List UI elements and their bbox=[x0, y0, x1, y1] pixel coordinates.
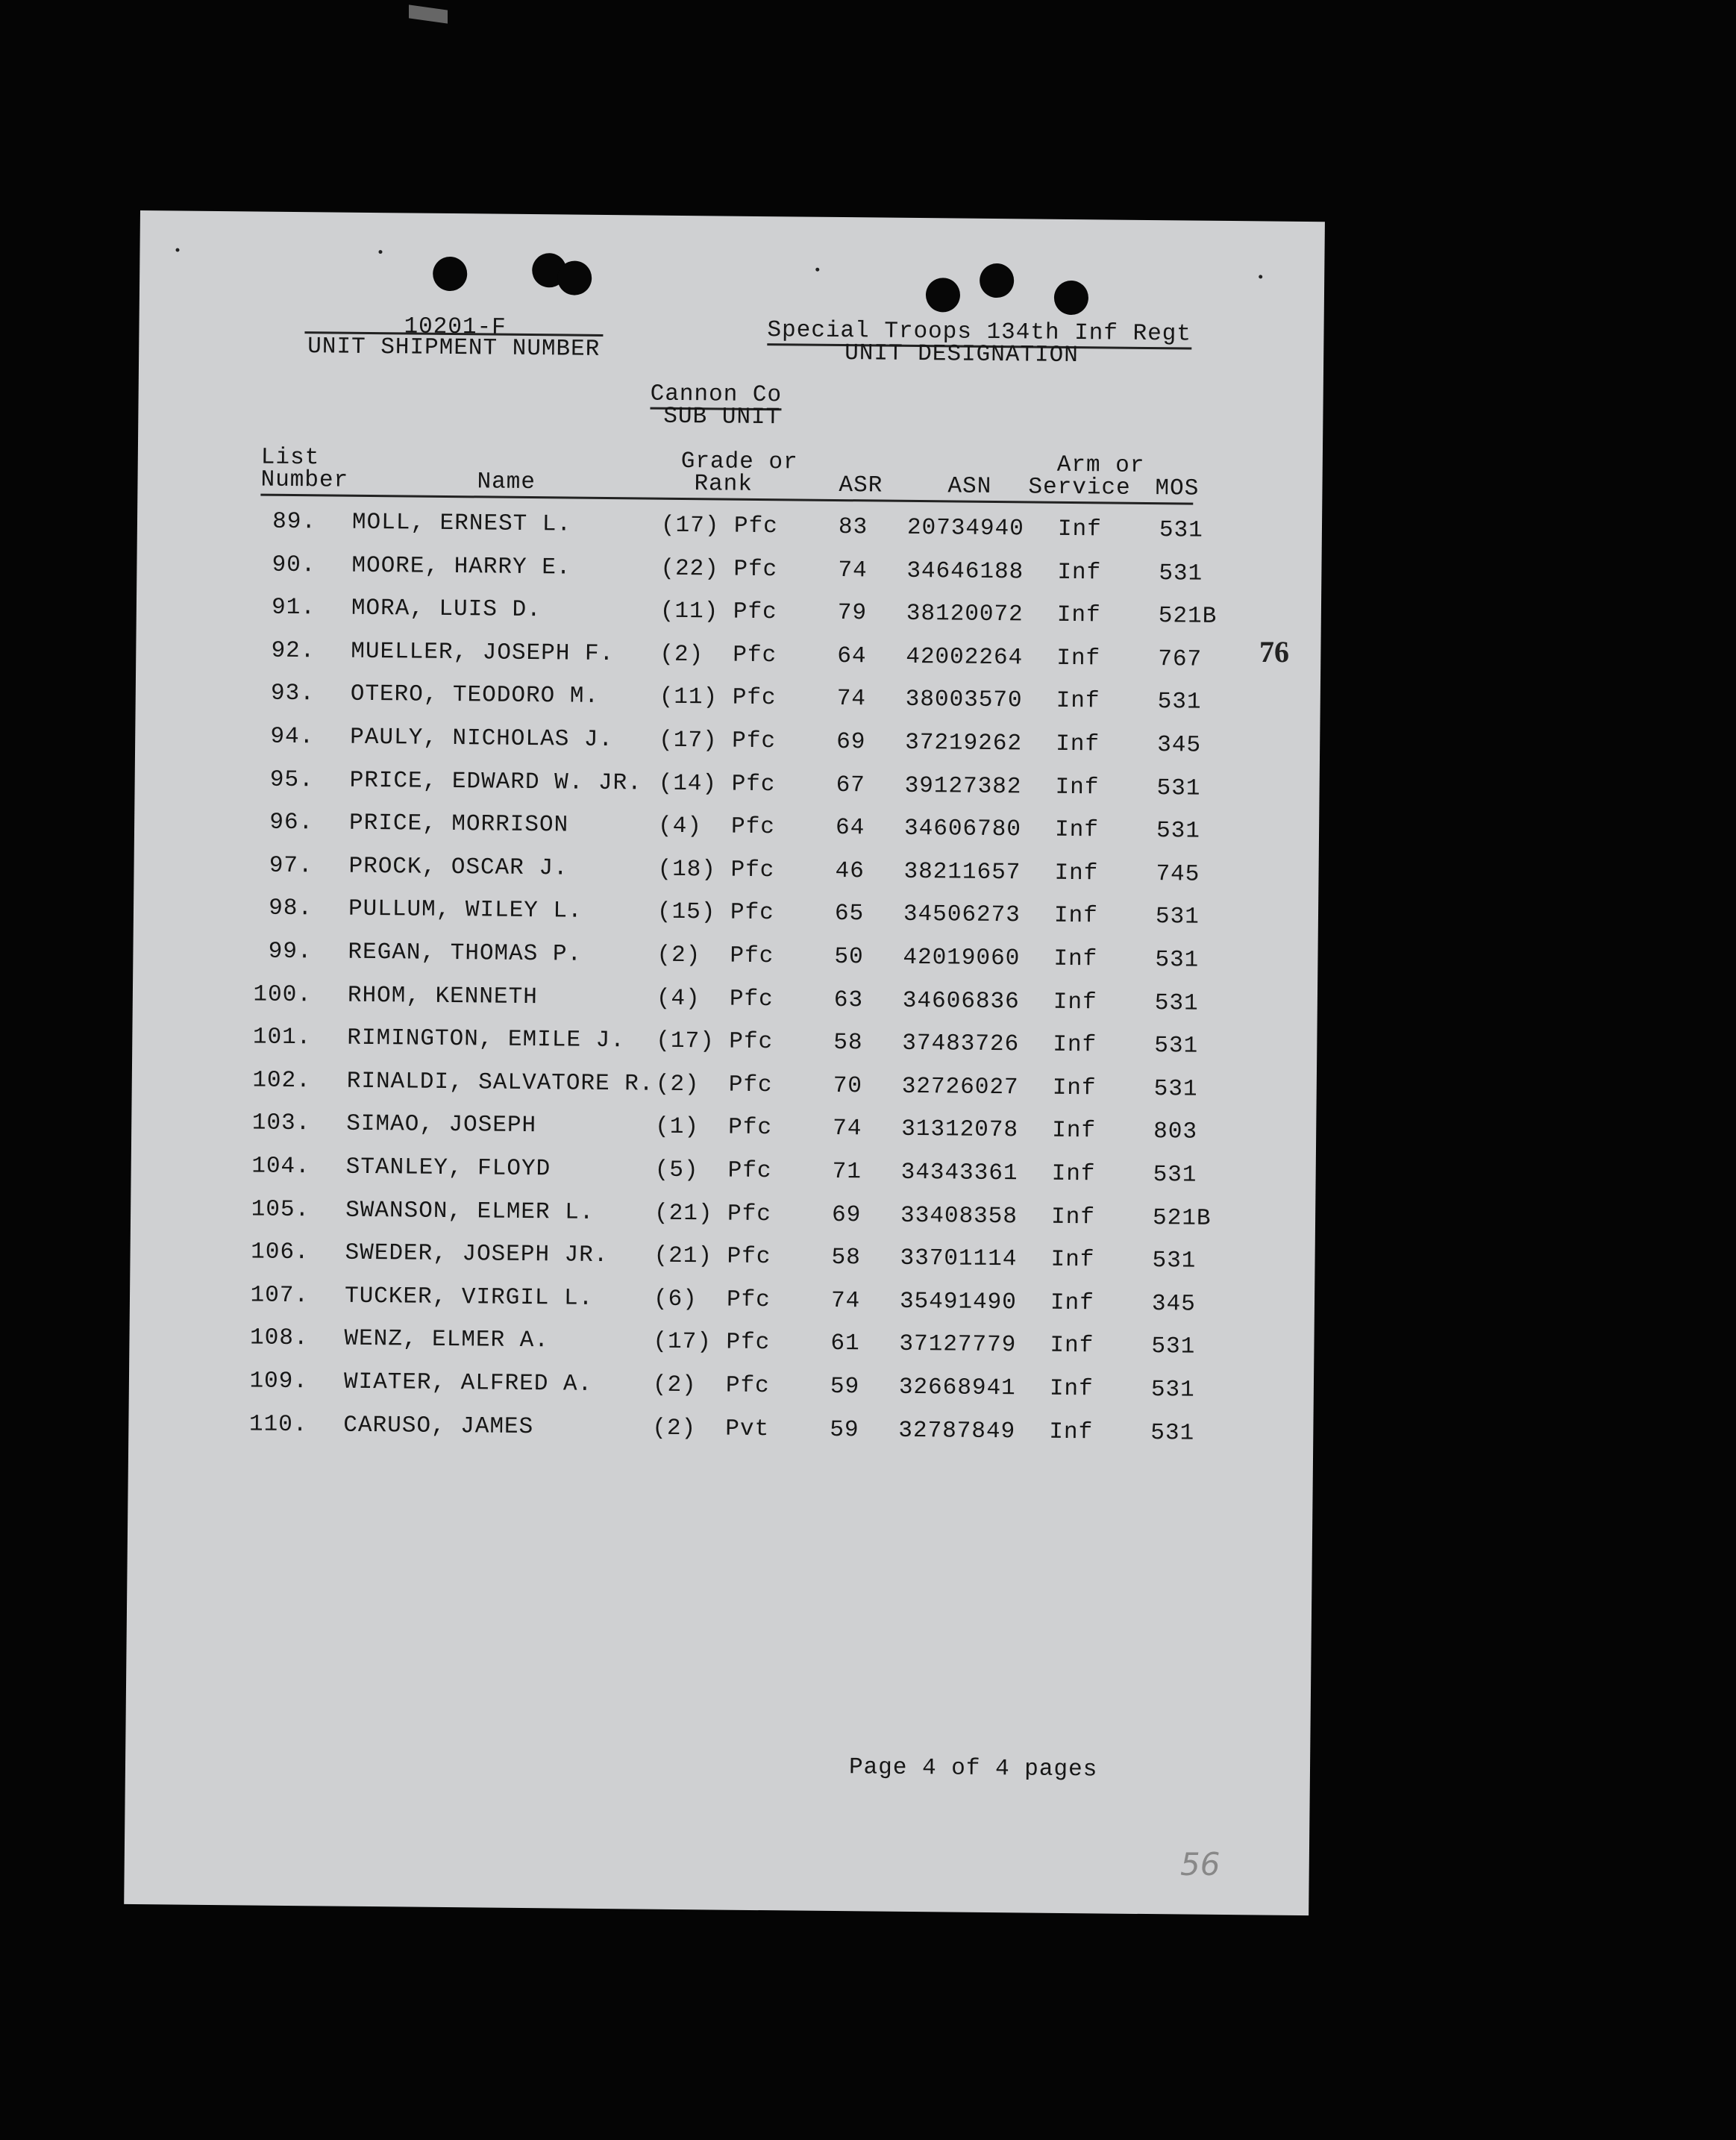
col-name: Name bbox=[477, 469, 536, 496]
list-number: 89. bbox=[272, 508, 317, 536]
col-arm-line2: Service bbox=[1028, 474, 1131, 501]
rank: Pvt bbox=[725, 1415, 770, 1442]
soldier-name: WIATER, ALFRED A. bbox=[343, 1368, 593, 1398]
asr-score: 74 bbox=[830, 1287, 861, 1315]
rank: Pfc bbox=[725, 1372, 770, 1400]
mos-code: 531 bbox=[1155, 947, 1200, 974]
asr-score: 59 bbox=[830, 1416, 859, 1443]
document-sheet bbox=[124, 210, 1325, 1915]
list-number: 100. bbox=[253, 981, 313, 1008]
arm-service: Inf bbox=[1057, 516, 1102, 543]
arm-service: Inf bbox=[1050, 1246, 1095, 1274]
serial-number: 32726027 bbox=[901, 1073, 1019, 1101]
serial-number: 33701114 bbox=[900, 1245, 1018, 1273]
sub-unit-caption: SUB UNIT bbox=[663, 403, 781, 431]
grade-code: (11) bbox=[659, 598, 719, 625]
asr-score: 58 bbox=[831, 1245, 861, 1271]
mos-code: 531 bbox=[1153, 1162, 1197, 1189]
soldier-name: MUELLER, JOSEPH F. bbox=[351, 638, 615, 667]
rank: Pfc bbox=[727, 1201, 772, 1227]
stamped-number: 76 bbox=[1259, 635, 1289, 669]
rank: Pfc bbox=[732, 685, 777, 712]
list-number: 99. bbox=[268, 938, 313, 966]
serial-number: 37483726 bbox=[902, 1030, 1020, 1058]
grade-code: (2) bbox=[657, 942, 701, 969]
soldier-name: MOORE, HARRY E. bbox=[351, 552, 571, 581]
soldier-name: MORA, LUIS D. bbox=[351, 595, 542, 624]
punch-hole bbox=[433, 257, 467, 291]
col-list-line2: Number bbox=[260, 466, 349, 494]
rank: Pfc bbox=[733, 513, 778, 540]
col-grade-line1: Grade or bbox=[680, 448, 798, 476]
asr-score: 74 bbox=[838, 557, 868, 584]
asr-score: 61 bbox=[830, 1330, 860, 1357]
soldier-name: OTERO, TEODORO M. bbox=[350, 681, 600, 710]
rank: Pfc bbox=[729, 986, 774, 1013]
punch-hole bbox=[557, 260, 592, 295]
list-number: 103. bbox=[251, 1110, 311, 1137]
grade-code: (1) bbox=[655, 1114, 700, 1141]
mos-code: 531 bbox=[1152, 1248, 1197, 1274]
unit-designation: Special Troops 134th Inf Regt bbox=[767, 317, 1191, 349]
arm-service: Inf bbox=[1052, 1118, 1097, 1145]
arm-service: Inf bbox=[1056, 645, 1101, 672]
soldier-name: MOLL, ERNEST L. bbox=[351, 509, 572, 538]
grade-code: (18) bbox=[657, 856, 717, 883]
grade-code: (2) bbox=[652, 1371, 697, 1399]
mos-code: 521B bbox=[1152, 1204, 1212, 1232]
list-number: 93. bbox=[270, 681, 315, 707]
rank: Pfc bbox=[730, 900, 774, 927]
serial-number: 34606836 bbox=[902, 987, 1020, 1015]
grade-code: (17) bbox=[653, 1329, 712, 1356]
arm-service: Inf bbox=[1054, 860, 1099, 887]
mos-code: 531 bbox=[1153, 1075, 1198, 1103]
list-number: 90. bbox=[272, 551, 316, 578]
arm-service: Inf bbox=[1052, 1074, 1097, 1102]
list-number: 105. bbox=[251, 1196, 310, 1223]
mos-code: 531 bbox=[1159, 517, 1203, 544]
grade-code: (21) bbox=[654, 1200, 713, 1227]
mos-code: 531 bbox=[1155, 904, 1200, 931]
speck bbox=[175, 248, 179, 251]
soldier-name: RIMINGTON, EMILE J. bbox=[347, 1024, 625, 1054]
rank: Pfc bbox=[728, 1071, 773, 1098]
serial-number: 34343361 bbox=[900, 1159, 1018, 1187]
arm-service: Inf bbox=[1050, 1333, 1094, 1360]
rank: Pfc bbox=[726, 1330, 771, 1357]
serial-number: 38120072 bbox=[906, 601, 1024, 628]
arm-service: Inf bbox=[1049, 1375, 1094, 1403]
arm-service: Inf bbox=[1057, 559, 1102, 586]
soldier-name: PROCK, OSCAR J. bbox=[348, 853, 568, 882]
col-asr: ASR bbox=[839, 472, 883, 499]
mos-code: 521B bbox=[1158, 603, 1218, 631]
list-number: 104. bbox=[251, 1153, 310, 1180]
speck bbox=[815, 268, 819, 272]
soldier-name: CARUSO, JAMES bbox=[343, 1412, 534, 1440]
arm-service: Inf bbox=[1053, 903, 1098, 930]
grade-code: (17) bbox=[656, 1027, 715, 1055]
mos-code: 803 bbox=[1153, 1119, 1198, 1146]
arm-service: Inf bbox=[1051, 1160, 1096, 1188]
soldier-name: SWANSON, ELMER L. bbox=[345, 1197, 595, 1226]
soldier-name: PRICE, EDWARD W. JR. bbox=[349, 767, 642, 797]
arm-service: Inf bbox=[1056, 730, 1100, 758]
list-number: 97. bbox=[269, 852, 313, 880]
serial-number: 32787849 bbox=[898, 1417, 1016, 1445]
serial-number: 34606780 bbox=[903, 816, 1022, 843]
soldier-name: SIMAO, JOSEPH bbox=[346, 1111, 537, 1139]
serial-number: 32668941 bbox=[898, 1374, 1016, 1402]
rank: Pfc bbox=[728, 1115, 773, 1142]
serial-number: 35491490 bbox=[899, 1288, 1018, 1316]
list-number: 92. bbox=[271, 637, 316, 665]
asr-score: 59 bbox=[830, 1373, 860, 1401]
list-number: 101. bbox=[252, 1024, 312, 1051]
serial-number: 42002264 bbox=[906, 643, 1024, 672]
arm-service: Inf bbox=[1055, 774, 1100, 801]
asr-score: 79 bbox=[837, 600, 868, 627]
grade-code: (4) bbox=[657, 813, 703, 840]
list-number: 106. bbox=[251, 1239, 310, 1266]
arm-service: Inf bbox=[1050, 1204, 1096, 1230]
list-number: 102. bbox=[252, 1067, 311, 1095]
grade-code: (2) bbox=[655, 1071, 700, 1098]
shipment-number: 10201-F bbox=[404, 313, 507, 341]
col-asn: ASN bbox=[947, 473, 992, 500]
designation-caption: UNIT DESIGNATION bbox=[845, 340, 1079, 369]
serial-number: 20734940 bbox=[906, 514, 1024, 542]
rank: Pfc bbox=[732, 728, 777, 755]
grade-code: (14) bbox=[658, 770, 718, 798]
rank: Pfc bbox=[727, 1157, 772, 1185]
soldier-name: PRICE, MORRISON bbox=[348, 810, 569, 839]
grade-code: (21) bbox=[654, 1242, 713, 1270]
serial-number: 42019060 bbox=[903, 944, 1021, 972]
asr-score: 70 bbox=[833, 1072, 863, 1100]
asr-score: 69 bbox=[831, 1201, 862, 1228]
grade-code: (4) bbox=[656, 985, 701, 1012]
punch-hole bbox=[1054, 281, 1088, 315]
asr-score: 74 bbox=[833, 1116, 862, 1142]
asr-score: 58 bbox=[833, 1030, 863, 1057]
col-grade-line2: Rank bbox=[694, 471, 753, 498]
mos-code: 531 bbox=[1157, 689, 1202, 716]
rank: Pfc bbox=[727, 1243, 771, 1271]
sub-unit: Cannon Co bbox=[650, 381, 782, 411]
serial-number: 31312078 bbox=[901, 1116, 1019, 1144]
arm-service: Inf bbox=[1053, 1031, 1097, 1059]
page-footer: Page 4 of 4 pages bbox=[848, 1754, 1098, 1783]
punch-hole bbox=[980, 263, 1014, 298]
list-number: 96. bbox=[269, 809, 314, 836]
soldier-name: STANLEY, FLOYD bbox=[345, 1154, 551, 1183]
mos-code: 531 bbox=[1151, 1333, 1196, 1361]
scanner-corner-mark bbox=[409, 4, 448, 23]
soldier-name: RINALDI, SALVATORE R. bbox=[346, 1068, 654, 1098]
mos-code: 767 bbox=[1158, 645, 1203, 673]
col-list-line1: List bbox=[260, 444, 320, 472]
speck bbox=[1259, 275, 1262, 278]
col-mos: MOS bbox=[1155, 475, 1200, 502]
serial-number: 38211657 bbox=[903, 858, 1021, 886]
asr-score: 74 bbox=[836, 686, 867, 713]
shipment-caption: UNIT SHIPMENT NUMBER bbox=[304, 331, 603, 363]
list-number: 107. bbox=[250, 1282, 310, 1310]
list-number: 98. bbox=[269, 895, 313, 922]
list-number: 110. bbox=[248, 1411, 308, 1438]
mos-code: 745 bbox=[1156, 860, 1200, 888]
serial-number: 37127779 bbox=[899, 1331, 1017, 1359]
asr-score: 63 bbox=[833, 986, 864, 1013]
asr-score: 46 bbox=[835, 857, 865, 885]
punch-hole bbox=[926, 278, 960, 312]
grade-code: (22) bbox=[660, 555, 720, 583]
mos-code: 531 bbox=[1150, 1377, 1195, 1404]
arm-service: Inf bbox=[1056, 688, 1100, 715]
list-number: 94. bbox=[270, 723, 315, 751]
serial-number: 34646188 bbox=[906, 557, 1024, 585]
mos-code: 531 bbox=[1150, 1419, 1195, 1447]
grade-code: (2) bbox=[659, 641, 704, 669]
rank: Pfc bbox=[731, 771, 776, 798]
mos-code: 345 bbox=[1157, 732, 1202, 759]
list-number: 109. bbox=[249, 1368, 309, 1395]
list-number: 91. bbox=[271, 594, 316, 622]
arm-service: Inf bbox=[1054, 816, 1100, 844]
arm-service: Inf bbox=[1053, 945, 1098, 973]
asr-score: 69 bbox=[836, 728, 866, 756]
list-number: 108. bbox=[249, 1324, 309, 1352]
grade-code: (15) bbox=[657, 899, 716, 926]
asr-score: 65 bbox=[834, 901, 865, 927]
soldier-name: WENZ, ELMER A. bbox=[344, 1326, 550, 1354]
rank: Pfc bbox=[726, 1286, 771, 1313]
speck bbox=[378, 250, 382, 254]
soldier-name: SWEDER, JOSEPH JR. bbox=[345, 1239, 609, 1269]
serial-number: 37219262 bbox=[905, 729, 1023, 757]
soldier-name: TUCKER, VIRGIL L. bbox=[344, 1283, 594, 1312]
list-number: 95. bbox=[269, 766, 314, 793]
rank: Pfc bbox=[733, 598, 777, 626]
arm-service: Inf bbox=[1049, 1418, 1094, 1445]
grade-code: (11) bbox=[659, 684, 718, 711]
arm-service: Inf bbox=[1053, 989, 1097, 1016]
rank: Pfc bbox=[729, 1028, 774, 1056]
mos-code: 345 bbox=[1151, 1290, 1196, 1318]
soldier-name: RHOM, KENNETH bbox=[347, 982, 538, 1010]
soldier-name: REGAN, THOMAS P. bbox=[348, 939, 583, 968]
arm-service: Inf bbox=[1056, 602, 1101, 629]
rank: Pfc bbox=[730, 942, 774, 970]
grade-code: (2) bbox=[652, 1415, 697, 1442]
rank: Pfc bbox=[733, 556, 778, 583]
rank: Pfc bbox=[733, 642, 777, 669]
grade-code: (5) bbox=[654, 1157, 699, 1184]
asr-score: 64 bbox=[837, 642, 867, 670]
grade-code: (6) bbox=[653, 1286, 698, 1313]
soldier-name: PULLUM, WILEY L. bbox=[348, 896, 583, 925]
mos-code: 531 bbox=[1154, 989, 1199, 1017]
mos-code: 531 bbox=[1156, 775, 1201, 802]
mos-code: 531 bbox=[1159, 560, 1203, 587]
mos-code: 531 bbox=[1154, 1033, 1199, 1060]
soldier-name: PAULY, NICHOLAS J. bbox=[350, 724, 614, 754]
serial-number: 33408358 bbox=[900, 1202, 1018, 1230]
grade-code: (17) bbox=[659, 727, 718, 754]
mos-code: 531 bbox=[1156, 818, 1201, 845]
rank: Pfc bbox=[730, 813, 776, 841]
grade-code: (17) bbox=[660, 512, 720, 539]
pencil-page-number: 56 bbox=[1180, 1846, 1220, 1883]
asr-score: 71 bbox=[832, 1158, 862, 1186]
serial-number: 34506273 bbox=[903, 901, 1021, 929]
serial-number: 38003570 bbox=[905, 686, 1023, 714]
asr-score: 50 bbox=[834, 943, 864, 971]
serial-number: 39127382 bbox=[904, 772, 1022, 800]
asr-score: 67 bbox=[836, 772, 866, 798]
asr-score: 64 bbox=[835, 815, 865, 842]
asr-score: 83 bbox=[838, 514, 868, 541]
arm-service: Inf bbox=[1050, 1289, 1094, 1317]
col-arm-line1: Arm or bbox=[1056, 451, 1145, 479]
rank: Pfc bbox=[730, 857, 775, 883]
